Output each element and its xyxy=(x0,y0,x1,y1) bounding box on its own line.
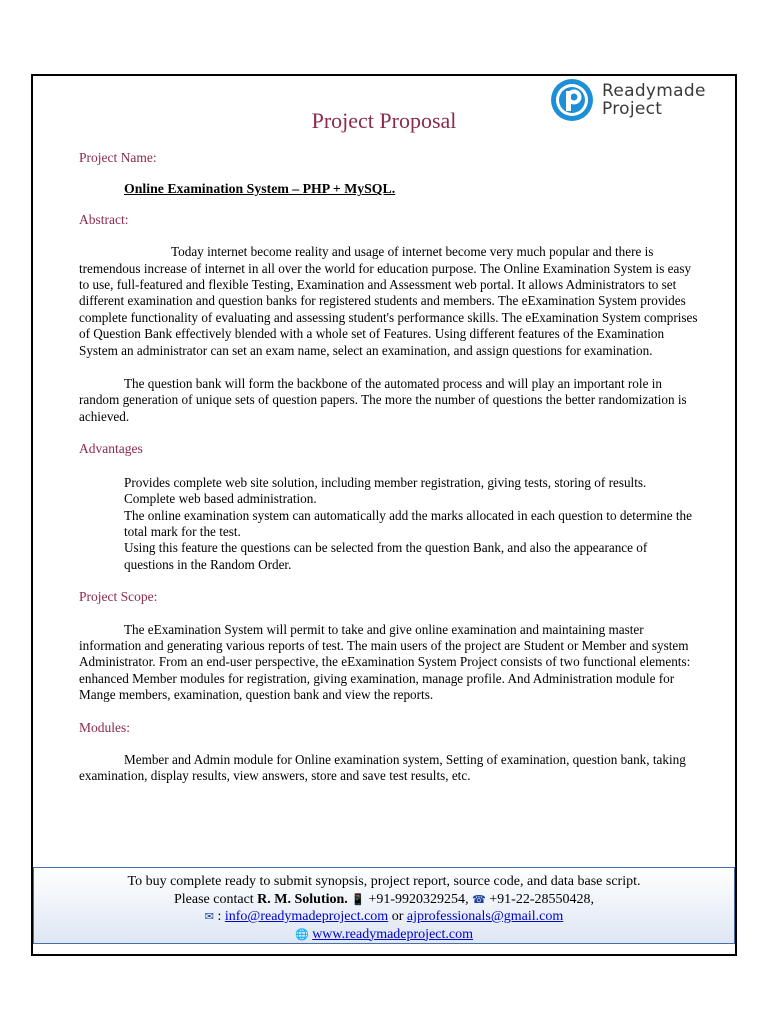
email-or: or xyxy=(391,909,404,924)
logo-text-line2: Project xyxy=(602,99,663,119)
contact-footer xyxy=(33,867,735,944)
document-body xyxy=(79,148,699,785)
footer-contact-line: Please contact R. M. Solution. 📱 +91-9920329254, ☎ +91-22-28550428, xyxy=(173,891,594,907)
abstract-heading: Abstract: xyxy=(79,211,129,227)
contact-name: R. M. Solution. xyxy=(257,891,348,907)
abstract-paragraph-2: The question bank will form the backbone of the automated process and will play an important role in random generation of unique sets of question papers. The more the number of questions the better randomization is achieved. xyxy=(79,376,687,424)
email-link-ajprofessionals[interactable]: ajprofessionals@gmail.com xyxy=(406,909,564,924)
list-item: Using this feature the questions can be selected from the question Bank, and also the appearance of questions in the Random Order. xyxy=(124,540,648,572)
footer-line1: To buy complete ready to submit synopsis, project report, source code, and data base script. xyxy=(127,874,641,889)
envelope-icon: ✉ xyxy=(204,910,214,923)
globe-icon: 🌐 xyxy=(294,927,309,941)
project-name-heading: Project Name: xyxy=(79,150,157,165)
email-link-info[interactable]: info@readymadeproject.com xyxy=(224,909,389,924)
list-item: Provides complete web site solution, including member registration, giving tests, storing of results. Complete web based administration. xyxy=(124,474,647,507)
footer-website-line xyxy=(34,926,734,944)
list-item: The online examination system can automatically add the marks allocated in each question to determine the total mark for the test. xyxy=(124,507,692,539)
project-scope-heading: Project Scope: xyxy=(79,589,158,605)
phone-number[interactable]: +91-22-28550428 xyxy=(489,891,591,907)
abstract-paragraph-1: Today internet become reality and usage of internet become very much popular and there is tremendous increase of internet in all over the world for education purpose. The Online Examination System is easy to use, full-featured and flexible Testing, Examination and Assessment web portal. It allows Administrators to set different examination and question banks for registered students and members. The eExamination System provides complete functionality of evaluating and assessing student's performance skills. The eExamination System comprises of Question Bank effectively blended with a whole set of Features. Using different features of the Examination System an administrator can set an exam name, select an examination, and assign questions for examination. xyxy=(79,244,698,358)
advantages-heading: Advantages xyxy=(79,441,143,457)
logo-text-line1: Readymade xyxy=(602,81,706,101)
mobile-phone-icon: 📱 xyxy=(351,892,365,906)
website-link[interactable]: www.readymadeproject.com xyxy=(312,926,473,942)
contact-prefix: Please contact xyxy=(173,891,254,907)
page-title: Project Proposal xyxy=(311,108,457,133)
mobile-number[interactable]: +91-9920329254 xyxy=(368,891,466,907)
footer-email-line xyxy=(34,908,734,926)
modules-paragraph: Member and Admin module for Online examination system, Setting of examination, question bank, taking examination, display results, view answers, store and save test results, etc. xyxy=(79,751,686,784)
project-scope-paragraph: The eExamination System will permit to take and give online examination and maintaining master information and generating various reports of test. The main users of the project are Student or Member and system Administrator. From an end-user perspective, the eExamination System Project consists of two functional elements: enhanced Member modules for registration, giving examination, manage profile. And Administration module for Mange members, examination, question bank and view the reports. xyxy=(79,621,691,703)
telephone-icon: ☎ xyxy=(472,892,486,906)
modules-heading: Modules: xyxy=(79,719,131,735)
email-separator: : xyxy=(217,909,222,924)
project-name-value: Online Examination System – PHP + MySQL. xyxy=(124,181,396,197)
advantages-list xyxy=(124,475,699,573)
